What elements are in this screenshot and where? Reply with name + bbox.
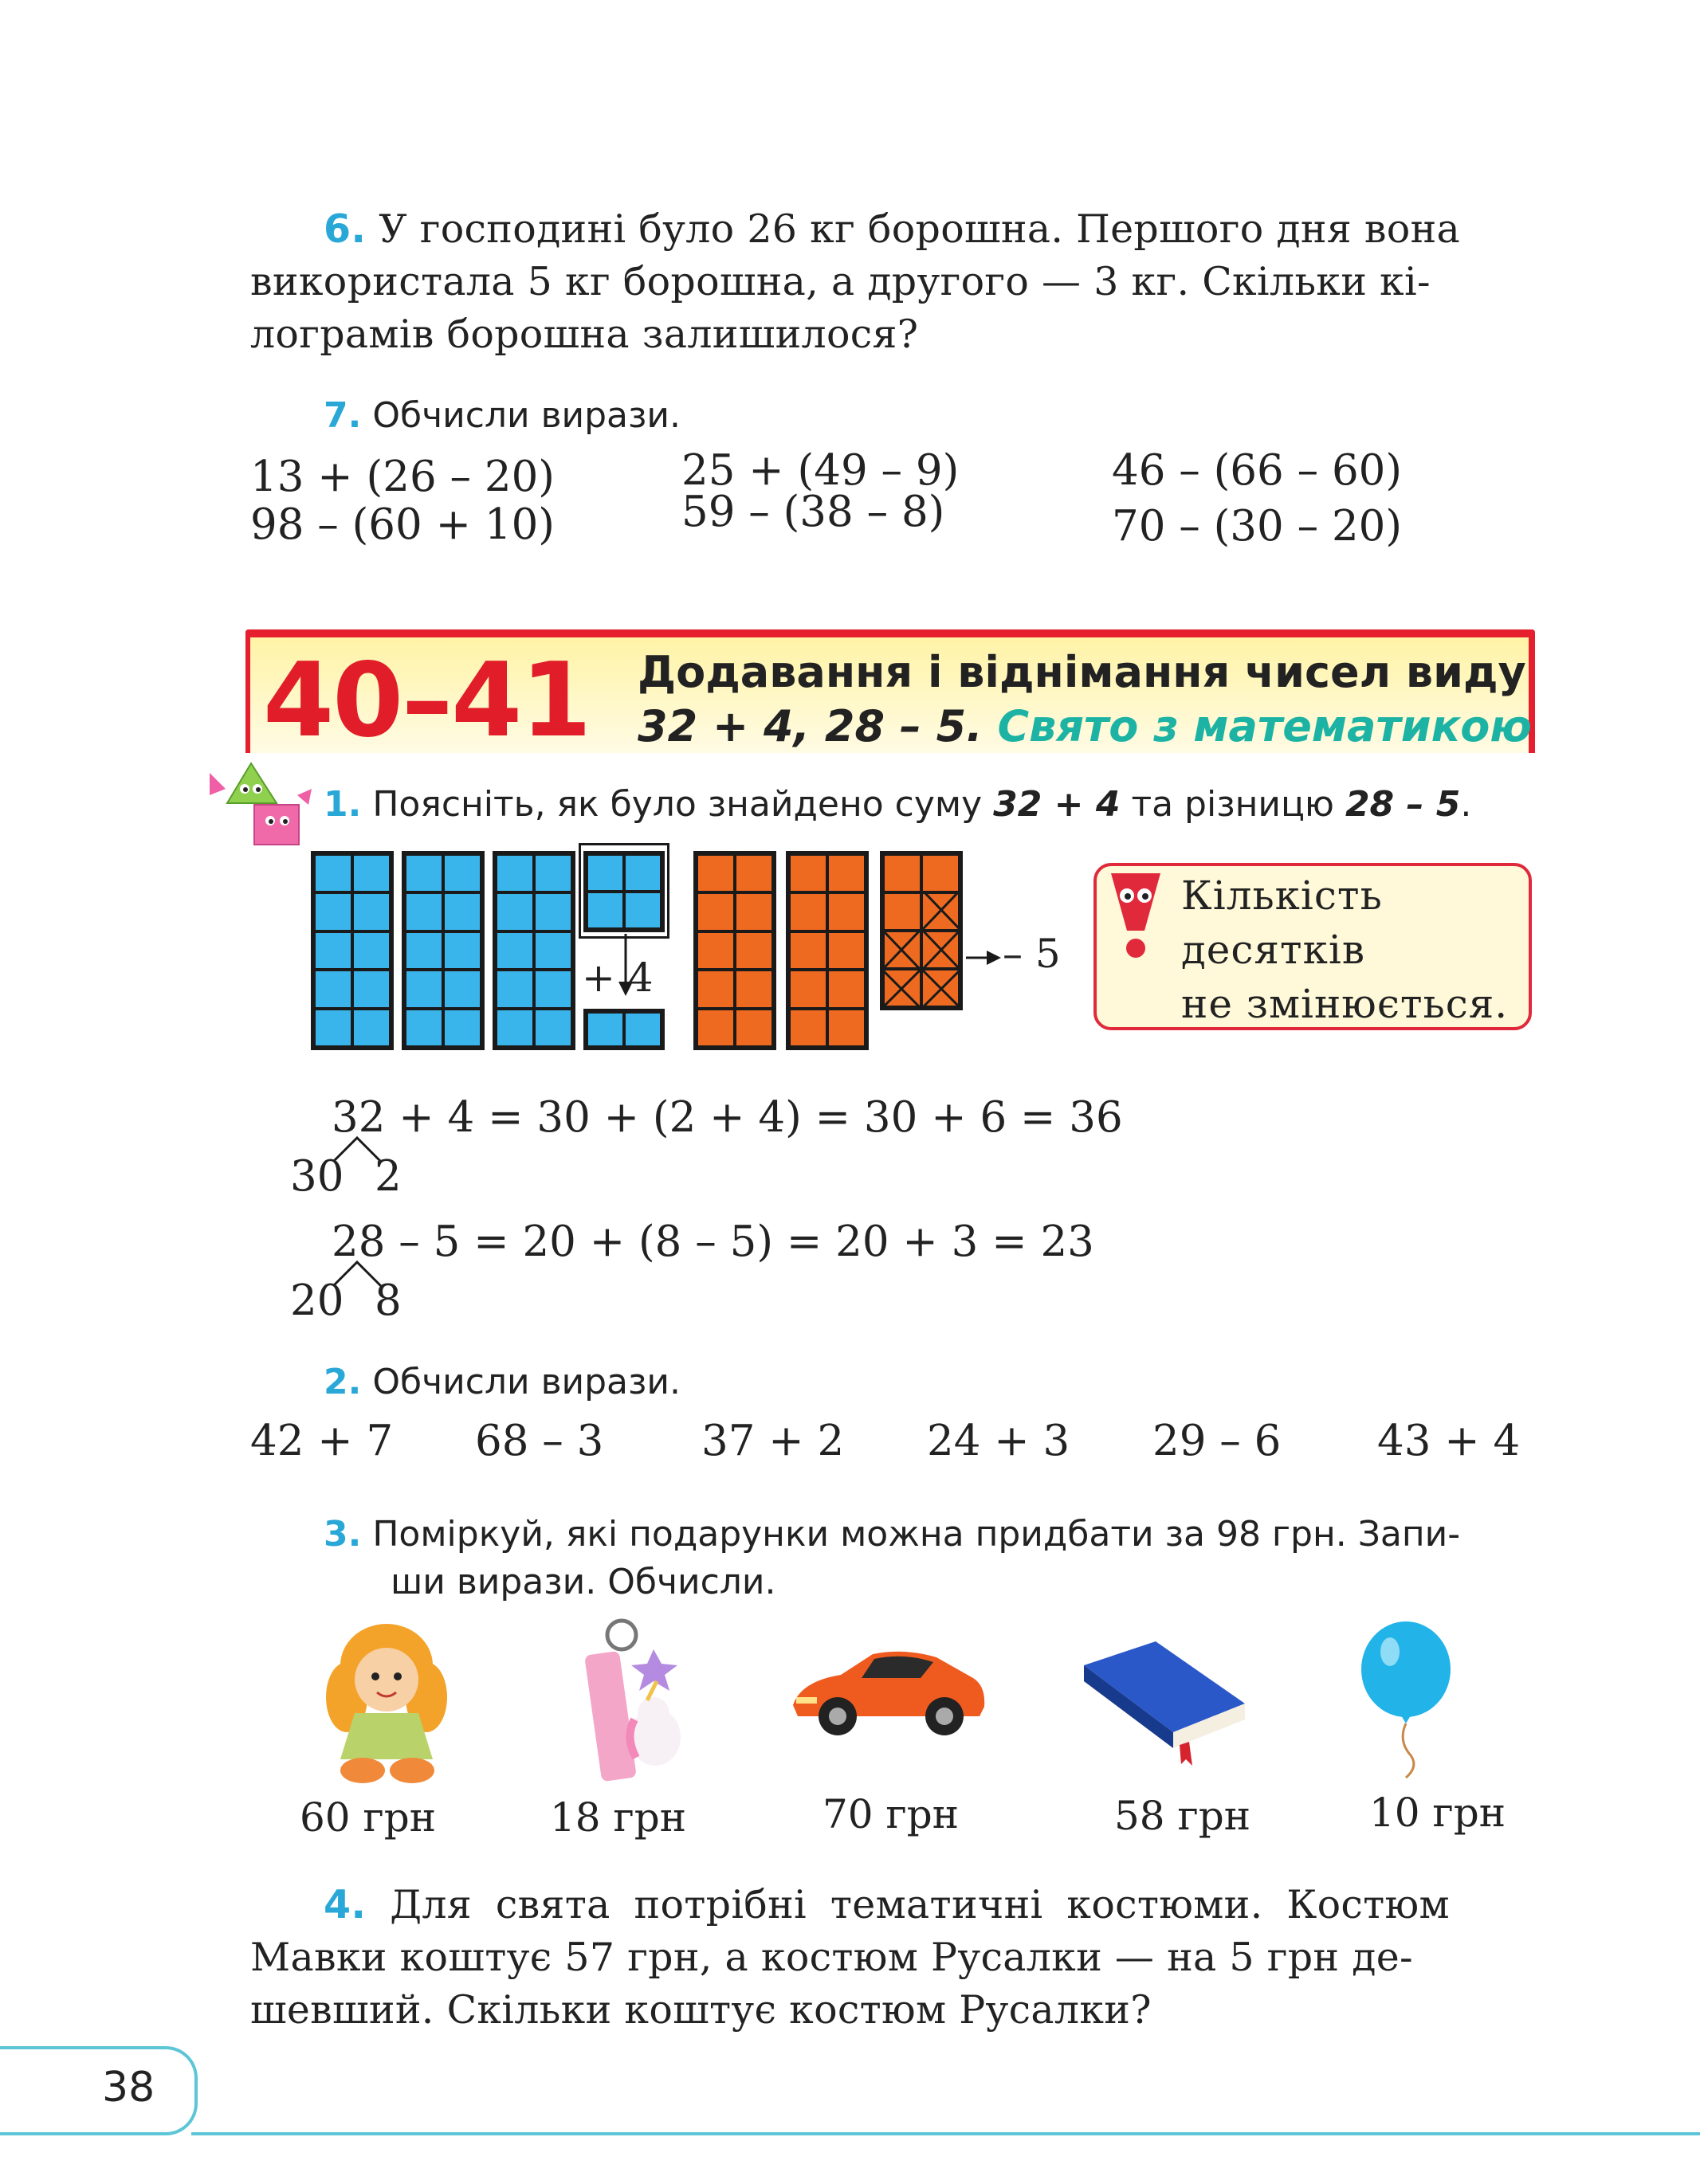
- lesson-subtitle: 32 + 4, 28 – 5. Свято з математикою: [638, 701, 1532, 751]
- split-units-1: 2: [375, 1152, 402, 1201]
- gift-price-car: 70 грн: [823, 1791, 960, 1837]
- split-units-2: 8: [375, 1276, 402, 1325]
- crossed-out-units: [883, 891, 960, 1007]
- task3-text: 3. Поміркуй, які подарунки можна придбати за 98 грн. Запи- ши вирази. Обчисли.: [324, 1514, 1461, 1602]
- orange-ten-block-1: [693, 851, 776, 1050]
- balloon-icon: [1355, 1621, 1459, 1781]
- book-icon: [1076, 1633, 1251, 1769]
- gift-price-doll: 60 грн: [300, 1794, 437, 1841]
- split-tens-1: 30: [290, 1152, 344, 1201]
- plus-four-label: + 4: [582, 955, 654, 1001]
- task2-expr-4: 24 + 3: [927, 1417, 1070, 1465]
- task7-expr-5: 46 – (66 – 60): [1112, 446, 1403, 495]
- blue-ten-block-1: [311, 851, 394, 1050]
- task7-expr-2: 98 – (60 + 10): [250, 500, 555, 549]
- task1-heading: 1. Поясніть, як було знайдено суму 32 + 4 та різницю 28 – 5.: [324, 784, 1472, 825]
- page-number: 38: [102, 2064, 155, 2111]
- task7-expr-3: 25 + (49 – 9): [681, 446, 960, 495]
- page-number-tab: [0, 2046, 198, 2135]
- minus-five-label: – 5: [1003, 931, 1061, 977]
- task2-expr-1: 42 + 7: [250, 1417, 394, 1465]
- task2-heading: 2. Обчисли вирази.: [324, 1362, 681, 1402]
- gift-price-balloon: 10 грн: [1369, 1790, 1506, 1836]
- toy-car-icon: [785, 1633, 992, 1745]
- shapes-mascot-icon: [203, 757, 315, 861]
- task4: 4. Для свята потрібні тематичні костюми. Костюм Мавки коштує 57 грн, а костюм Русалки — на 5 грн де- шевший. Скільки коштує костюм Русалки?: [250, 1882, 1450, 2033]
- orange-ten-block-2: [786, 851, 869, 1050]
- gift-price-book: 58 грн: [1114, 1793, 1251, 1839]
- task7-expr-6: 70 – (30 – 20): [1112, 502, 1403, 551]
- blue-ten-block-2: [402, 851, 485, 1050]
- arrow-right-icon: [966, 948, 1001, 967]
- blue-unit-pair: [583, 1009, 665, 1050]
- equation-sum: 32 + 4 = 30 + (2 + 4) = 30 + 6 = 36: [332, 1093, 1123, 1142]
- exclamation-icon: [1100, 869, 1172, 964]
- task7-heading: 7. Обчисли вирази.: [324, 395, 681, 436]
- doll-icon: [307, 1617, 466, 1785]
- blue-added-units: [583, 851, 665, 932]
- task2-expr-5: 29 – 6: [1152, 1417, 1282, 1465]
- rule-note-text: Кількість десятків не змінюється.: [1181, 872, 1509, 1027]
- blue-ten-block-3: [493, 851, 575, 1050]
- split-tens-2: 20: [290, 1276, 344, 1325]
- task6-number: 6.: [324, 206, 367, 252]
- task7-expr-1: 13 + (26 – 20): [250, 453, 555, 501]
- keychain-icon: [558, 1617, 701, 1785]
- lesson-number: 40–41: [263, 641, 591, 760]
- task6: 6. У господині було 26 кг борошна. Першого дня вона використала 5 кг борошна, а другого — 3 кг. Скільки кі- лограмів борошна залишилося?: [250, 206, 1461, 357]
- task2-expr-2: 68 – 3: [475, 1417, 604, 1465]
- lesson-title: Додавання і віднімання чисел виду: [638, 647, 1526, 697]
- equation-difference: 28 – 5 = 20 + (8 – 5) = 20 + 3 = 23: [332, 1217, 1094, 1266]
- task7-expr-4: 59 – (38 – 8): [681, 488, 945, 536]
- footer-line: [191, 2132, 1700, 2135]
- gift-price-keychain: 18 грн: [550, 1794, 687, 1841]
- task2-expr-6: 43 + 4: [1377, 1417, 1521, 1465]
- task2-expr-3: 37 + 2: [701, 1417, 845, 1465]
